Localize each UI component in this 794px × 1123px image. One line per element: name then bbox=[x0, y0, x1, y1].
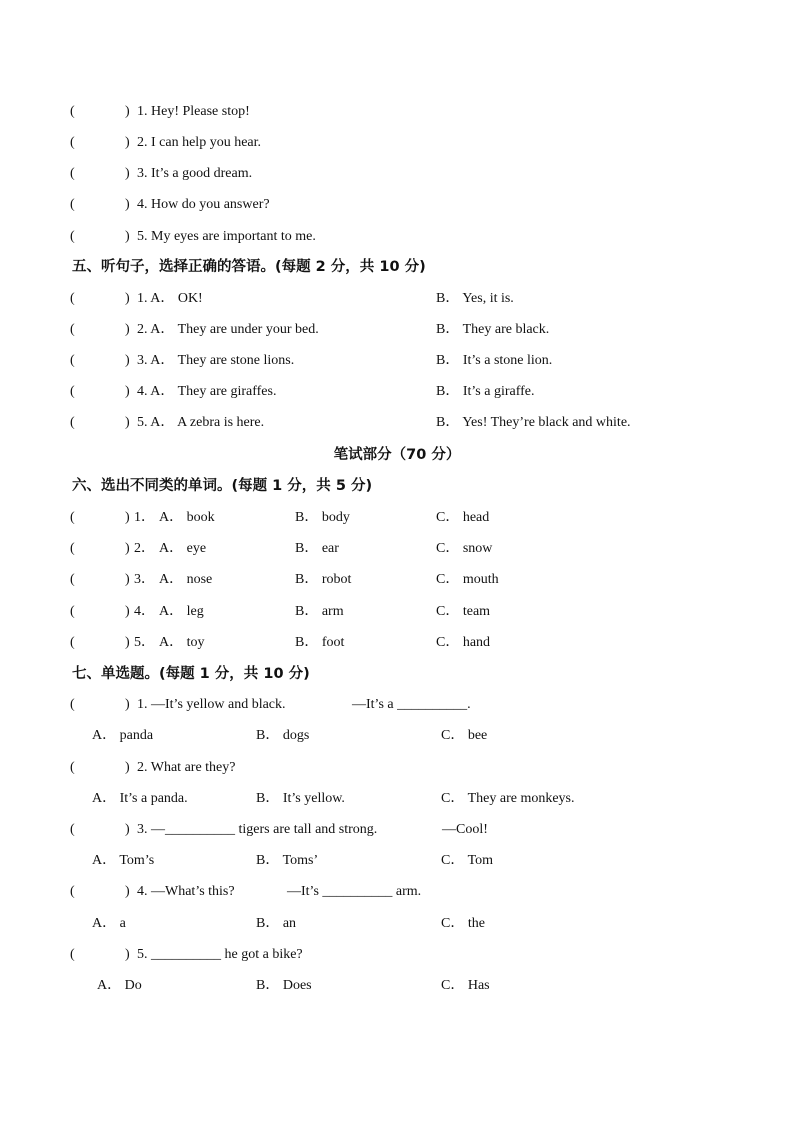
response-text: —It’s a __________. bbox=[352, 697, 471, 712]
option-a: A． leg bbox=[159, 604, 204, 619]
option-b: B． It’s a giraffe. bbox=[436, 384, 535, 399]
option-b: B． Yes! They’re black and white. bbox=[436, 415, 631, 430]
option-a: A． toy bbox=[159, 635, 205, 650]
answer-paren-open: ( bbox=[70, 697, 75, 712]
question-row bbox=[0, 568, 794, 592]
option-a: A． eye bbox=[159, 541, 207, 556]
option-a: 3. A． They are stone lions. bbox=[137, 353, 295, 368]
answer-paren-open: ( bbox=[70, 384, 75, 399]
option-c: C． bee bbox=[441, 728, 488, 743]
answer-paren-open: ( bbox=[70, 760, 75, 775]
option-b: B． Yes, it is. bbox=[436, 291, 514, 306]
answer-paren-close: ) bbox=[125, 104, 130, 119]
item-text: 4. How do you answer? bbox=[137, 197, 270, 212]
answer-paren-open: ( bbox=[70, 197, 75, 212]
option-c: C． mouth bbox=[436, 572, 499, 587]
section-6-heading: 六、选出不同类的单词。(每题 1 分，共 5 分) bbox=[72, 478, 373, 494]
question-row bbox=[0, 287, 794, 311]
question-row bbox=[0, 943, 794, 967]
option-a: A． book bbox=[159, 510, 215, 525]
option-a: A． It’s a panda. bbox=[92, 791, 188, 806]
options-row bbox=[0, 849, 794, 873]
options-row bbox=[0, 787, 794, 811]
answer-paren-close: ) bbox=[125, 697, 130, 712]
answer-paren-open: ( bbox=[70, 291, 75, 306]
option-a: A． Do bbox=[97, 978, 142, 993]
question-row bbox=[0, 818, 794, 842]
answer-paren-open: ( bbox=[70, 510, 75, 525]
options-row bbox=[0, 974, 794, 998]
option-b: B． It’s a stone lion. bbox=[436, 353, 553, 368]
answer-paren-open: ( bbox=[70, 884, 75, 899]
option-a: A． Tom’s bbox=[92, 853, 155, 868]
option-a: 4. A． They are giraffes. bbox=[137, 384, 277, 399]
answer-paren-open: ( bbox=[70, 415, 75, 430]
option-a: A． a bbox=[92, 916, 126, 931]
option-b: B． ear bbox=[295, 541, 339, 556]
option-b: B． Toms’ bbox=[256, 853, 319, 868]
question-text: 5. __________ he got a bike? bbox=[137, 947, 303, 962]
question-row bbox=[0, 411, 794, 435]
answer-paren-close: ) bbox=[125, 197, 130, 212]
answer-paren-close: ) bbox=[125, 510, 130, 525]
section-7-heading: 七、单选题。(每题 1 分，共 10 分) bbox=[72, 666, 310, 682]
listening-item bbox=[0, 225, 794, 249]
section-5-heading: 五、听句子，选择正确的答语。(每题 2 分，共 10 分) bbox=[72, 259, 426, 275]
question-row bbox=[0, 318, 794, 342]
answer-paren-close: ) bbox=[125, 166, 130, 181]
option-c: C． the bbox=[441, 916, 485, 931]
option-b: B． They are black. bbox=[436, 322, 550, 337]
listening-item bbox=[0, 193, 794, 217]
question-row bbox=[0, 506, 794, 530]
answer-paren-open: ( bbox=[70, 353, 75, 368]
option-c: C． Has bbox=[441, 978, 490, 993]
option-b: B． It’s yellow. bbox=[256, 791, 345, 806]
option-b: B． body bbox=[295, 510, 350, 525]
answer-paren-open: ( bbox=[70, 135, 75, 150]
question-number: 4． bbox=[134, 604, 155, 619]
question-text: 3. —__________ tigers are tall and strong. bbox=[137, 822, 378, 837]
option-a: 5. A． A zebra is here. bbox=[137, 415, 265, 430]
answer-paren-open: ( bbox=[70, 322, 75, 337]
answer-paren-close: ) bbox=[125, 415, 130, 430]
option-a: 1. A． OK! bbox=[137, 291, 203, 306]
written-part-heading: 笔试部分（70 分） bbox=[333, 447, 461, 463]
answer-paren-open: ( bbox=[70, 604, 75, 619]
option-b: B． robot bbox=[295, 572, 352, 587]
answer-paren-close: ) bbox=[125, 604, 130, 619]
answer-paren-close: ) bbox=[125, 353, 130, 368]
question-text: 4. —What’s this? bbox=[137, 884, 235, 899]
option-c: C． hand bbox=[436, 635, 491, 650]
option-b: B． dogs bbox=[256, 728, 310, 743]
option-a: A． panda bbox=[92, 728, 154, 743]
answer-paren-close: ) bbox=[125, 572, 130, 587]
option-c: C． team bbox=[436, 604, 491, 619]
question-row bbox=[0, 537, 794, 561]
question-number: 3． bbox=[134, 572, 155, 587]
response-text: —It’s __________ arm. bbox=[287, 884, 422, 899]
listening-item bbox=[0, 131, 794, 155]
answer-paren-open: ( bbox=[70, 166, 75, 181]
listening-item bbox=[0, 100, 794, 124]
answer-paren-close: ) bbox=[125, 291, 130, 306]
answer-paren-close: ) bbox=[125, 884, 130, 899]
option-a: A． nose bbox=[159, 572, 213, 587]
option-c: C． They are monkeys. bbox=[441, 791, 575, 806]
answer-paren-open: ( bbox=[70, 541, 75, 556]
answer-paren-close: ) bbox=[125, 760, 130, 775]
answer-paren-close: ) bbox=[125, 229, 130, 244]
question-row bbox=[0, 600, 794, 624]
option-b: B． foot bbox=[295, 635, 345, 650]
question-number: 5． bbox=[134, 635, 155, 650]
question-row bbox=[0, 380, 794, 404]
answer-paren-close: ) bbox=[125, 322, 130, 337]
answer-paren-open: ( bbox=[70, 947, 75, 962]
question-text: 1. —It’s yellow and black. bbox=[137, 697, 286, 712]
option-c: C． head bbox=[436, 510, 490, 525]
option-c: C． snow bbox=[436, 541, 493, 556]
item-text: 3. It’s a good dream. bbox=[137, 166, 253, 181]
answer-paren-close: ) bbox=[125, 135, 130, 150]
item-text: 5. My eyes are important to me. bbox=[137, 229, 316, 244]
answer-paren-open: ( bbox=[70, 572, 75, 587]
option-b: B． arm bbox=[295, 604, 344, 619]
question-row bbox=[0, 756, 794, 780]
question-number: 2． bbox=[134, 541, 155, 556]
option-b: B． Does bbox=[256, 978, 312, 993]
listening-item bbox=[0, 162, 794, 186]
option-c: C． Tom bbox=[441, 853, 494, 868]
options-row bbox=[0, 724, 794, 748]
question-row bbox=[0, 349, 794, 373]
answer-paren-open: ( bbox=[70, 229, 75, 244]
question-number: 1． bbox=[134, 510, 155, 525]
answer-paren-open: ( bbox=[70, 104, 75, 119]
answer-paren-close: ) bbox=[125, 384, 130, 399]
answer-paren-open: ( bbox=[70, 635, 75, 650]
question-row bbox=[0, 631, 794, 655]
answer-paren-close: ) bbox=[125, 635, 130, 650]
answer-paren-close: ) bbox=[125, 947, 130, 962]
question-row bbox=[0, 693, 794, 717]
answer-paren-open: ( bbox=[70, 822, 75, 837]
question-text: 2. What are they? bbox=[137, 760, 236, 775]
option-a: 2. A． They are under your bed. bbox=[137, 322, 319, 337]
answer-paren-close: ) bbox=[125, 541, 130, 556]
options-row bbox=[0, 912, 794, 936]
question-row bbox=[0, 880, 794, 904]
item-text: 1. Hey! Please stop! bbox=[137, 104, 250, 119]
answer-paren-close: ) bbox=[125, 822, 130, 837]
response-text: —Cool! bbox=[442, 822, 488, 837]
option-b: B． an bbox=[256, 916, 297, 931]
item-text: 2. I can help you hear. bbox=[137, 135, 262, 150]
